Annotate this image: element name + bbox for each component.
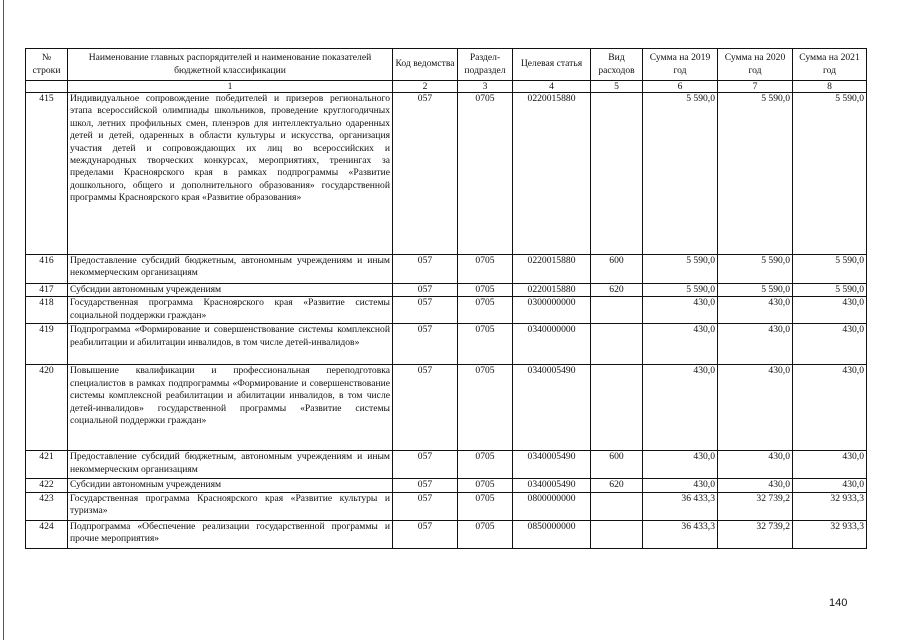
target-code: 0220015880 xyxy=(513,255,591,284)
row-name: Государственная программа Красноярского края «Развитие системы социальной поддержки граждан» xyxy=(68,297,393,324)
table-row xyxy=(26,520,867,548)
table-row xyxy=(26,479,867,492)
dept-code: 057 xyxy=(393,479,458,492)
row-number: 421 xyxy=(26,451,68,479)
sum-2020: 5 590,0 xyxy=(718,255,793,284)
expense-type: 600 xyxy=(591,451,643,479)
column-number: 1 xyxy=(68,81,393,93)
row-number: 417 xyxy=(26,284,68,297)
table-row xyxy=(26,451,867,479)
sum-2019: 5 590,0 xyxy=(643,284,718,297)
sum-2020: 430,0 xyxy=(718,479,793,492)
sum-2021: 32 933,3 xyxy=(793,492,867,520)
row-number: 419 xyxy=(26,324,68,365)
section-code: 0705 xyxy=(458,451,513,479)
table-row xyxy=(26,255,867,284)
sum-2020: 430,0 xyxy=(718,324,793,365)
sum-2019: 430,0 xyxy=(643,479,718,492)
row-name: Предоставление субсидий бюджетным, автономным учреждениям и иным некоммерческим организациям xyxy=(68,451,393,479)
sum-2021: 32 933,3 xyxy=(793,520,867,548)
column-number: 2 xyxy=(393,81,458,93)
table-row xyxy=(26,324,867,365)
dept-code: 057 xyxy=(393,451,458,479)
sum-2021: 430,0 xyxy=(793,365,867,451)
header-row xyxy=(26,49,867,81)
page-edge-line xyxy=(3,0,4,640)
expense-type: 600 xyxy=(591,255,643,284)
sum-2019: 430,0 xyxy=(643,365,718,451)
header-sum-2021: Сумма на 2021 год xyxy=(793,49,867,81)
header-expense-type: Вид расходов xyxy=(591,49,643,81)
column-number: 3 xyxy=(458,81,513,93)
target-code: 0340005490 xyxy=(513,479,591,492)
sum-2021: 5 590,0 xyxy=(793,93,867,255)
section-code: 0705 xyxy=(458,93,513,255)
dept-code: 057 xyxy=(393,255,458,284)
header-name: Наименование главных распорядителей и наименование показателей бюджетной классификации xyxy=(68,49,393,81)
column-number: 4 xyxy=(513,81,591,93)
section-code: 0705 xyxy=(458,297,513,324)
row-name: Субсидии автономным учреждениям xyxy=(68,479,393,492)
section-code: 0705 xyxy=(458,255,513,284)
table-row xyxy=(26,365,867,451)
dept-code: 057 xyxy=(393,520,458,548)
target-code: 0850000000 xyxy=(513,520,591,548)
dept-code: 057 xyxy=(393,492,458,520)
sum-2020: 5 590,0 xyxy=(718,284,793,297)
sum-2021: 5 590,0 xyxy=(793,255,867,284)
dept-code: 057 xyxy=(393,324,458,365)
target-code: 0340000000 xyxy=(513,324,591,365)
dept-code: 057 xyxy=(393,297,458,324)
target-code: 0300000000 xyxy=(513,297,591,324)
table-row xyxy=(26,284,867,297)
sum-2020: 430,0 xyxy=(718,451,793,479)
sum-2021: 430,0 xyxy=(793,324,867,365)
sum-2019: 5 590,0 xyxy=(643,255,718,284)
row-name: Субсидии автономным учреждениям xyxy=(68,284,393,297)
sum-2020: 430,0 xyxy=(718,365,793,451)
row-number: 424 xyxy=(26,520,68,548)
row-number: 423 xyxy=(26,492,68,520)
expense-type xyxy=(591,324,643,365)
sum-2020: 5 590,0 xyxy=(718,93,793,255)
expense-type xyxy=(591,365,643,451)
sum-2021: 430,0 xyxy=(793,479,867,492)
column-number: 7 xyxy=(718,81,793,93)
expense-type xyxy=(591,297,643,324)
expense-type xyxy=(591,93,643,255)
table-row xyxy=(26,492,867,520)
row-number: 422 xyxy=(26,479,68,492)
column-number-row xyxy=(26,81,867,93)
expense-type xyxy=(591,520,643,548)
expense-type: 620 xyxy=(591,479,643,492)
sum-2019: 36 433,3 xyxy=(643,492,718,520)
row-number: 415 xyxy=(26,93,68,255)
sum-2019: 5 590,0 xyxy=(643,93,718,255)
sum-2021: 5 590,0 xyxy=(793,284,867,297)
sum-2019: 430,0 xyxy=(643,451,718,479)
sum-2020: 32 739,2 xyxy=(718,520,793,548)
table-row xyxy=(26,93,867,255)
section-code: 0705 xyxy=(458,324,513,365)
row-name: Государственная программа Красноярского края «Развитие культуры и туризма» xyxy=(68,492,393,520)
sum-2019: 36 433,3 xyxy=(643,520,718,548)
row-number: 420 xyxy=(26,365,68,451)
header-target: Целевая статья xyxy=(513,49,591,81)
sum-2019: 430,0 xyxy=(643,297,718,324)
header-row-no: № строки xyxy=(26,49,68,81)
row-name: Индивидуальное сопровождение победителей и призеров регионального этапа всероссийской олимпиады школьников, проведение круглогодичных школ, летних профильных смен, пленэров для интеллектуально одаренных детей и детей, одаренных в области культуры и искусства, организация участия детей и сопровождающих их лиц во всероссийских и международных творческих конкурсах, мероприятиях, тренингах за пределами Красноярского края в рамках подпрограммы «Развитие дошкольного, общего и дополнительного образования» государственной программы Красноярского края «Развитие образования» xyxy=(68,93,393,255)
column-number: 8 xyxy=(793,81,867,93)
sum-2020: 32 739,2 xyxy=(718,492,793,520)
row-name: Повышение квалификации и профессиональная переподготовка специалистов в рамках подпрограммы «Формирование и совершенствование системы комплексной реабилитации и абилитации инвалидов, в том числе детей-инвалидов» государственной программы «Развитие системы социальной поддержки граждан» xyxy=(68,365,393,451)
section-code: 0705 xyxy=(458,520,513,548)
budget-table xyxy=(25,48,867,549)
section-code: 0705 xyxy=(458,492,513,520)
section-code: 0705 xyxy=(458,479,513,492)
dept-code: 057 xyxy=(393,93,458,255)
target-code: 0340005490 xyxy=(513,451,591,479)
target-code: 0220015880 xyxy=(513,284,591,297)
sum-2021: 430,0 xyxy=(793,451,867,479)
target-code: 0220015880 xyxy=(513,93,591,255)
sum-2019: 430,0 xyxy=(643,324,718,365)
expense-type: 620 xyxy=(591,284,643,297)
header-sum-2020: Сумма на 2020 год xyxy=(718,49,793,81)
row-name: Предоставление субсидий бюджетным, автономным учреждениям и иным некоммерческим организациям xyxy=(68,255,393,284)
section-code: 0705 xyxy=(458,284,513,297)
header-section: Раздел-подраздел xyxy=(458,49,513,81)
expense-type xyxy=(591,492,643,520)
column-number xyxy=(26,81,68,93)
page-number: 140 xyxy=(829,597,848,609)
section-code: 0705 xyxy=(458,365,513,451)
dept-code: 057 xyxy=(393,365,458,451)
header-sum-2019: Сумма на 2019 год xyxy=(643,49,718,81)
sum-2021: 430,0 xyxy=(793,297,867,324)
column-number: 5 xyxy=(591,81,643,93)
row-number: 418 xyxy=(26,297,68,324)
table-row xyxy=(26,297,867,324)
row-name: Подпрограмма «Формирование и совершенствование системы комплексной реабилитации и абилитации инвалидов, в том числе детей-инвалидов» xyxy=(68,324,393,365)
column-number: 6 xyxy=(643,81,718,93)
target-code: 0340005490 xyxy=(513,365,591,451)
row-number: 416 xyxy=(26,255,68,284)
sum-2020: 430,0 xyxy=(718,297,793,324)
row-name: Подпрограмма «Обеспечение реализации государственной программы и прочие мероприятия» xyxy=(68,520,393,548)
dept-code: 057 xyxy=(393,284,458,297)
header-dept-code: Код ведомства xyxy=(393,49,458,81)
target-code: 0800000000 xyxy=(513,492,591,520)
